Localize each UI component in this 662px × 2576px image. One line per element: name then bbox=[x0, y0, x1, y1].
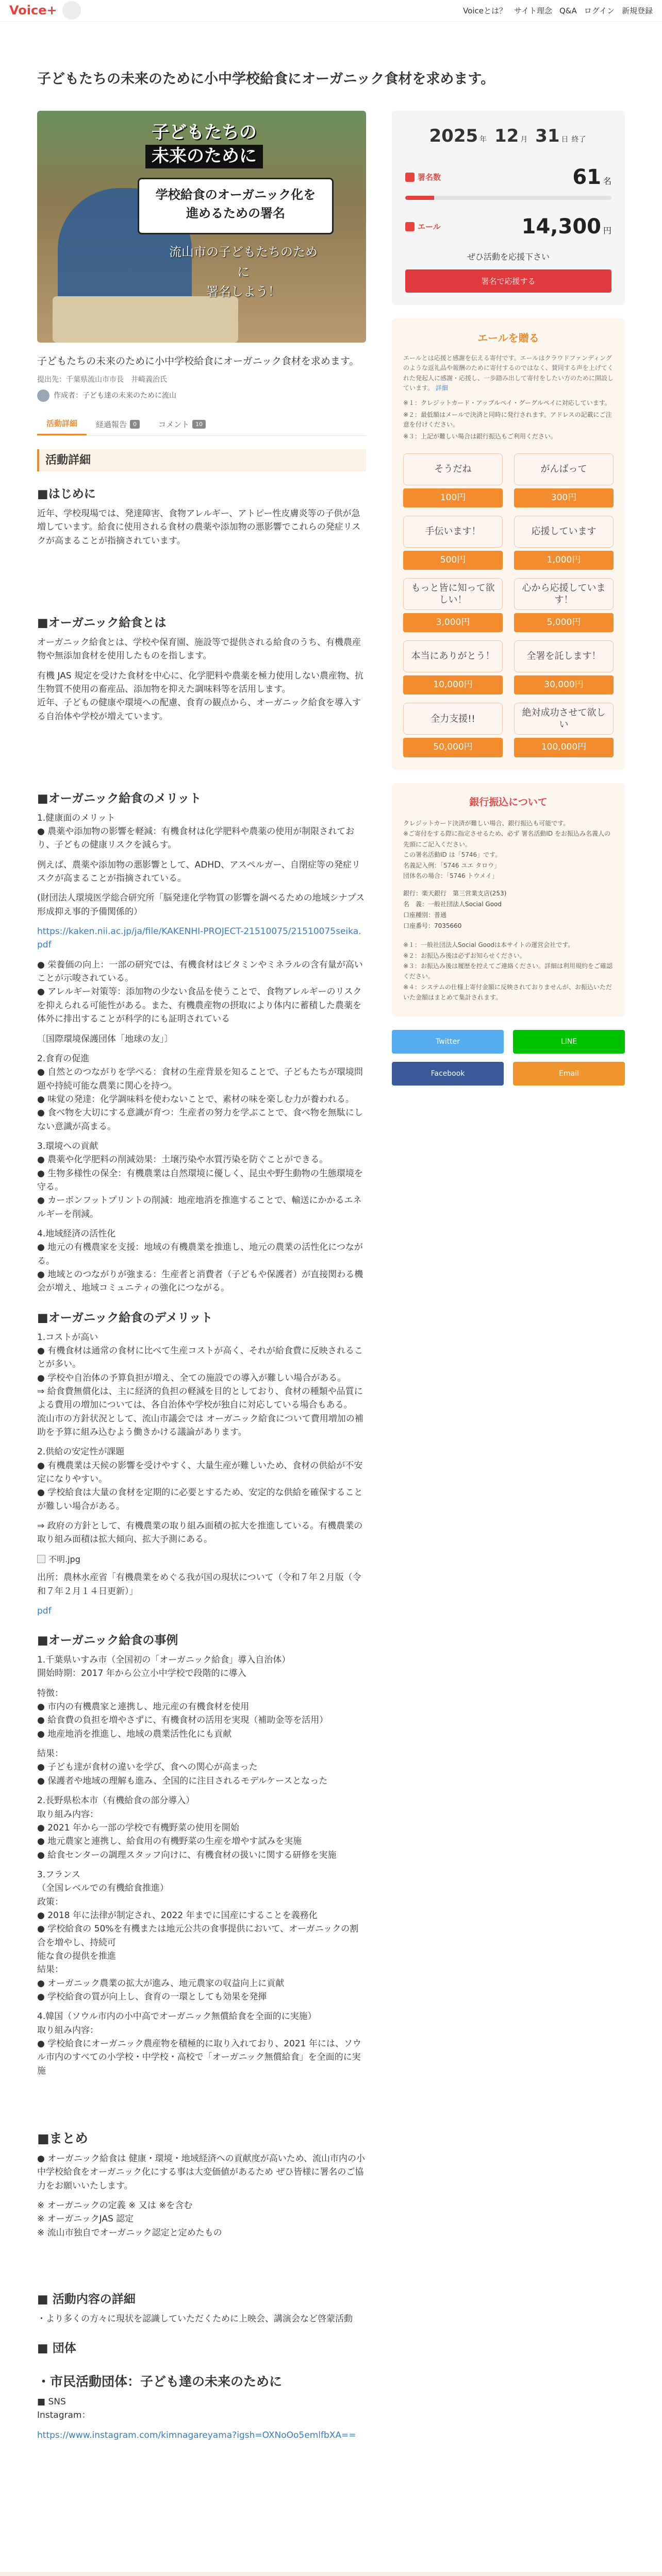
body-paragraph: 出所：農林水産省「有機農業をめぐる我が国の現状について（令和７年２月版（令和７年２月１４日更新）」 bbox=[37, 1572, 361, 1597]
nav-link[interactable]: ログイン bbox=[584, 6, 615, 15]
body-paragraph: ● 栄養価の向上：一部の研究では、有機食材はビタミンやミネラルの含有量が高いことが示唆されている。 ● アレルギー対策等：添加物の少ない食品を使うことで、食物アレルギーのリスクを抑えられる可能性がある。また、有機農産物の摂取により体内に蓄積した農薬を体外に排出することが科学的にも証明されている bbox=[37, 959, 363, 1025]
site-footer bbox=[0, 2572, 662, 2576]
signers-unit: 名 bbox=[603, 176, 611, 186]
nav-link[interactable]: 新規登録 bbox=[621, 6, 653, 15]
body-paragraph: 2.長野県松本市（有機給食の部分導入） 取り組み内容： ● 2021 年から一部の学校で有機野菜の使用を開始 ● 地元農家と連携し、給食用の有機野菜の生産を増やす試みを実施 ● 給食センターの調理スタッフ向けに、有機食材の扱いに関する研修を実施 bbox=[37, 1795, 337, 1860]
body-link[interactable]: https://www.instagram.com/kimnagareyama?igsh=OXNoOo5emlfbXA== bbox=[37, 2430, 356, 2441]
broken-image bbox=[37, 1553, 366, 1566]
cheer-option[interactable] bbox=[514, 640, 614, 694]
cheer-intro bbox=[403, 353, 614, 393]
cheer-message[interactable]: 本当にありがとう！ bbox=[403, 640, 503, 672]
body-paragraph: ■ SNS Instagram： bbox=[37, 2397, 91, 2421]
cheer-amount-button[interactable]: 3,000円 bbox=[403, 613, 503, 632]
search-icon[interactable] bbox=[62, 1, 81, 20]
body-paragraph: 2.供給の安定性が課題 ● 有機農業は天候の影響を受けやすく、大量生産が難しいため、食材の供給が不安定になりやすい。 ● 学校給食は大量の食材を定期的に必要とするため、安定的な供給を確保することが難しい場合がある。 bbox=[37, 1447, 363, 1512]
spacer bbox=[37, 730, 366, 776]
cheer-option[interactable] bbox=[514, 703, 614, 757]
tab-0[interactable] bbox=[37, 413, 87, 435]
body-heading: ■ 団体 bbox=[37, 2342, 76, 2355]
cheer-option[interactable] bbox=[514, 578, 614, 632]
cheer-option[interactable] bbox=[403, 453, 503, 507]
avatar bbox=[37, 389, 49, 402]
cheer-message[interactable]: 全署を託します！ bbox=[514, 640, 614, 672]
petition-subtitle: 子どもたちの未来のために小中学校給食にオーガニック食材を求めます。 bbox=[37, 355, 359, 367]
bank-notes: ※１：一般社団法人Social Goodは本サイトの運営会社です。 ※２：お振込み後は必ずお知らせください。 ※３：お振込み後は履歴を控えてご連絡ください。詳細は利用規約をご確認ください。 ※４：システムの仕様上寄付金額に反映されておりませんが、お振込いただいた金額はまとめて集計されます。 bbox=[403, 941, 613, 1002]
cheer-message[interactable]: 全力支援!! bbox=[403, 703, 503, 735]
end-year-unit: 年 bbox=[479, 135, 487, 144]
end-month: 12 bbox=[494, 126, 519, 147]
yell-label: エール bbox=[418, 222, 441, 231]
pdf-link[interactable]: pdf bbox=[37, 1605, 52, 1616]
page-title: 子どもたちの未来のために小中学校給食にオーガニック食材を求めます。 bbox=[37, 71, 495, 87]
nav-link[interactable]: Q&A bbox=[559, 6, 577, 15]
image-alt: 不明.jpg bbox=[48, 1554, 80, 1564]
end-year: 2025 bbox=[429, 126, 478, 147]
header-nav bbox=[463, 5, 653, 17]
body-heading: ■オーガニック給食のメリット bbox=[37, 791, 202, 805]
cheer-message[interactable]: 応援しています bbox=[514, 516, 614, 548]
nav-link[interactable]: サイト理念 bbox=[514, 6, 552, 15]
spacer bbox=[37, 554, 366, 600]
hero-image bbox=[37, 111, 366, 343]
tab-bar bbox=[37, 413, 366, 436]
body-paragraph: ⇒ 政府の方針として、有機農業の取り組み面積の拡大を推進している。有機農業の取り組み面積は拡大傾向、拡大予測にある。 bbox=[37, 1520, 363, 1545]
bank-heading: 銀行振込について bbox=[469, 796, 548, 808]
cheer-option[interactable] bbox=[403, 703, 503, 757]
cheer-option[interactable] bbox=[403, 516, 503, 570]
end-date bbox=[405, 122, 611, 150]
body-paragraph: 4.地域経済の活性化 ● 地元の有機農家を支援：地域の有機農業を推進し、地元の農業の活性化につながる。 ● 地域とのつながりが強まる：生産者と消費者（子どもや保護者）が直接関わる機会が増え、地域コミュニティの強化につながる。 bbox=[37, 1228, 363, 1294]
cheer-amount-button[interactable]: 100,000円 bbox=[514, 738, 614, 757]
cheer-card bbox=[392, 318, 625, 769]
cheer-options bbox=[403, 453, 614, 757]
body-heading: ■オーガニック給食とは bbox=[37, 616, 167, 630]
cheer-amount-button[interactable]: 30,000円 bbox=[514, 675, 614, 694]
cheer-amount-button[interactable]: 1,000円 bbox=[514, 551, 614, 570]
body-paragraph: 〔国際環境保護団体「地球の友」〕 bbox=[37, 1033, 173, 1044]
body-paragraph: 1.コストが高い ● 有機食材は通常の食材に比べて生産コストが高く、それが給食費に反映されることが多い。 ● 学校や自治体の予算負担が増え、全ての施設での導入が難しい場合がある。 ⇒ 給食費無償化は、主に経済的負担の軽減を目的としており、食材の種類や品質による費用の増加については、各自治体や学校が独自に対応している場合もある。 流山市の方針状況として、流山市議会では オーガニック給食について費用増加の補助を予算に組み込むよう働きかける議論があります。 bbox=[37, 1332, 363, 1437]
bank-transfer-card bbox=[392, 783, 625, 1016]
cheer-message[interactable]: もっと皆に知って欲しい！ bbox=[403, 578, 503, 610]
share-twitter-button[interactable]: Twitter bbox=[392, 1030, 504, 1054]
yell-unit: 円 bbox=[603, 225, 611, 235]
cheer-note: ※１：クレジットカード・アップルペイ・グーグルペイに対応しています。 bbox=[403, 399, 611, 406]
signers-label: 署名数 bbox=[418, 172, 441, 182]
body-paragraph: オーガニック給食とは、学校や保育園、施設等で提供される給食のうち、有機農産物や無添加食材を使用したものを指します。 bbox=[37, 637, 361, 662]
body-paragraph: 結果： ● 子ども達が食材の違いを学び、食への関心が高まった ● 保護者や地域の理解も進み、全国的に注目されるモデルケースとなった bbox=[37, 1749, 328, 1786]
share-email-button[interactable]: Email bbox=[513, 1062, 625, 1086]
hero-sub-text: 流山市の子どもたちのために 署名しよう！ bbox=[169, 245, 318, 299]
body-paragraph: 4.韓国（ソウル市内の小中高でオーガニック無償給食を全面的に実施） 取り組み内容： ● 学校給食にオーガニック農産物を積極的に取り入れており、2021 年には、ソウル市内のすべての小学校・中学校・高校で「オーガニック無償給食」を全面的に実施 bbox=[37, 2011, 361, 2076]
body-paragraph: 3.環境への貢献 ● 農薬や化学肥料の削減効果：土壌汚染や水質汚染を防ぐことができる。 ● 生物多様性の保全：有機農業は自然環境に優しく、昆虫や野生動物の生態環境を守る。 ● カーボンフットプリントの削減：地産地消を推進することで、輸送にかかるエネルギーを削減。 bbox=[37, 1141, 363, 1219]
body-heading: ■オーガニック給食の事例 bbox=[37, 1634, 178, 1648]
body-heading: ■オーガニック給食のデメリット bbox=[37, 1311, 213, 1325]
cheer-amount-button[interactable]: 500円 bbox=[403, 551, 503, 570]
cheer-note: ※２：最低額はメールで決済と同時に発行されます。アドレスの記載にご注意を付けください。 bbox=[403, 411, 612, 429]
cheer-message[interactable]: 手伝います！ bbox=[403, 516, 503, 548]
cheer-amount-button[interactable]: 100円 bbox=[403, 488, 503, 507]
end-month-unit: 月 bbox=[520, 135, 528, 144]
body-heading: ・市民活動団体：子ども達の未来のために bbox=[37, 2374, 283, 2389]
end-day: 31 bbox=[535, 126, 560, 147]
author-row[interactable] bbox=[37, 389, 366, 402]
cheer-message[interactable]: そうだね bbox=[403, 453, 503, 485]
body-paragraph: 3.フランス （全国レベルでの有機給食推進） 政策： ● 2018 年に法律が制定され、2022 年までに国産にすることを義務化 ● 学校給食の 50%を有機または地元公共の食事提供において、オーガニックの割合を増やし、持続可 能な食の提供を推進 結果： ● オーガニック農業の拡大が進み、地元農家の収益向上に貢献 ● 学校給食の質が向上し、食育の一環としても効果を発揮 bbox=[37, 1869, 359, 2002]
body-paragraph: 2.食育の促進 ● 自然とのつながりを学べる：食材の生産背景を知ることで、子どもたちが環境問題や持続可能な農業に関心を持つ。 ● 味覚の発達：化学調味料を使わないことで、素材の味を楽しむ力が養われる。 ● 食べ物を大切にする意識が育つ：生産者の努力を学ぶことで、食べ物を無駄にしない意識が高まる。 bbox=[37, 1053, 363, 1132]
body-heading: ■まとめ bbox=[37, 2131, 88, 2146]
cheer-detail-link[interactable]: 詳細 bbox=[435, 384, 448, 392]
petition-recipient bbox=[37, 374, 366, 385]
cheer-intro-text: エールとは応援と感謝を伝える寄付です。エールはクラウドファンディングのような返礼品や報酬のために寄付するのではなく、賛同する声を上げてくれた発起人に感謝・応援し、一歩踏み出して寄付をしたい方のために開設しています。 bbox=[403, 354, 614, 392]
sidebar bbox=[392, 111, 625, 1086]
tab-count-badge: 10 bbox=[192, 420, 206, 429]
hero-box-text: 学校給食のオーガニック化を 進めるための署名 bbox=[138, 178, 334, 234]
site-header bbox=[0, 0, 662, 22]
tab-count-badge: 0 bbox=[130, 420, 140, 429]
body-paragraph: ※ オーガニックの定義 ※ 又は ※を含む ※ オーガニックJAS 認定 ※ 流山市独自でオーガニック認定と定めたもの bbox=[37, 2200, 222, 2238]
body-paragraph: 有機 JAS 規定を受けた食材を中心に、化学肥料や農薬を極力使用しない農産物、抗生物質不使用の畜産品、添加物を抑えた調味料等を活用します。 近年、子どもの健康や環境への配慮、食育の観点から、オーガニック給食を導入する自治体や学校が増えています。 bbox=[37, 670, 363, 722]
body-link[interactable]: https://kaken.nii.ac.jp/ja/file/KAKENHI-PROJECT-21510075/21510075seika.pdf bbox=[37, 926, 361, 951]
tab-label: コメント bbox=[158, 419, 190, 429]
end-day-unit: 日 bbox=[561, 135, 569, 144]
recipient-text: 提出先：千葉県流山市市長 井崎義治氏 bbox=[37, 375, 167, 384]
cheer-amount-button[interactable]: 10,000円 bbox=[403, 675, 503, 694]
cheer-message[interactable]: 心から応援しています！ bbox=[514, 578, 614, 610]
tab-label: 経過報告 bbox=[96, 419, 127, 429]
hero-line1: 子どもたちの bbox=[152, 122, 257, 143]
cheer-message[interactable]: がんばって bbox=[514, 453, 614, 485]
spacer bbox=[37, 2084, 366, 2115]
cheer-amount-button[interactable]: 50,000円 bbox=[403, 738, 503, 757]
author-name[interactable]: 作成者：子ども達の未来のために流山 bbox=[54, 391, 176, 400]
logo-text[interactable]: Voice+ bbox=[9, 3, 57, 18]
yell-stat bbox=[405, 210, 611, 243]
section-heading: 活動詳細 bbox=[37, 449, 366, 471]
hero-heading bbox=[145, 121, 263, 168]
cheer-option[interactable] bbox=[403, 640, 503, 694]
body-paragraph: (財団法人環境医学総合研究所「脳発達化学物質の影響を調べるための地域シナプス 形成抑え事的予備関係的） bbox=[37, 893, 365, 917]
cheer-amount-button[interactable]: 300円 bbox=[514, 488, 614, 507]
signature-icon bbox=[405, 173, 415, 182]
share-facebook-button[interactable]: Facebook bbox=[392, 1062, 504, 1086]
signers-stat bbox=[405, 161, 611, 194]
support-note: ぜひ活動を応援下さい bbox=[467, 251, 550, 262]
hero-line2: 未来のために bbox=[145, 145, 263, 168]
signers-count: 61 bbox=[572, 165, 601, 189]
broken-image-icon bbox=[37, 1555, 45, 1563]
sign-button[interactable]: 署名で応援する bbox=[405, 269, 611, 293]
bank-text: クレジットカード決済が難しい場合、銀行振込も可能です。 ※ご寄付をする際に指定させるため、必ず 署名活動ID をお振込み名義人の先頭にご記入ください。 この署名活動ID は「5746」です。 名義記入例：「5746 ユエ タロウ」 団体名の場合：「5746 トウメイ」 bbox=[403, 819, 610, 879]
body-paragraph: 1.千葉県いすみ市（全国初の「オーガニック給食」導入自治体） 開始時期：2017 年から公立小中学校で段階的に導入 bbox=[37, 1655, 291, 1679]
yell-icon bbox=[405, 222, 415, 231]
share-buttons bbox=[392, 1030, 625, 1086]
status-card bbox=[392, 111, 625, 305]
site-logo[interactable] bbox=[9, 1, 81, 20]
cheer-option[interactable] bbox=[403, 578, 503, 632]
tab-2[interactable] bbox=[149, 413, 215, 435]
body-paragraph: 特徴： ● 市内の有機農家と連携し、地元産の有機食材を使用 ● 給食費の負担を増やさずに、有機食材の活用を実現（補助金等を活用） ● 地産地消を推進し、地域の農業活性化にも貢献 bbox=[37, 1688, 328, 1739]
cheer-heading: エールを贈る bbox=[477, 332, 539, 345]
bank-info: 銀行：楽天銀行 第三営業支店(253) 名 義：一般社団法人Social Good 口座種別：普通 口座番号：7035660 bbox=[403, 890, 507, 930]
cheer-note: ※３：上記が難しい場合は銀行振込もご利用ください。 bbox=[403, 433, 557, 440]
cheer-option[interactable] bbox=[514, 516, 614, 570]
body-paragraph: 1.健康面のメリット ● 農薬や添加物の影響を軽減：有機食材は化学肥料や農薬の使用が制限されており、子どもの健康リスクを減らす。 bbox=[37, 812, 355, 851]
body-paragraph: 例えば、農薬や添加物の悪影響として、ADHD、アスペルガー、自閉症等の発症リスクが高まることが指摘されている。 bbox=[37, 859, 360, 884]
cheer-message[interactable]: 絶対成功させて欲しい bbox=[514, 703, 614, 735]
main-column bbox=[37, 111, 366, 2448]
signers-progress-bar bbox=[405, 196, 611, 200]
body-paragraph: ・より多くの方々に現状を認識していただくために上映会、講演会など啓蒙活動 bbox=[37, 2313, 353, 2324]
cheer-notes bbox=[403, 398, 614, 442]
share-line-button[interactable]: LINE bbox=[513, 1030, 625, 1054]
cheer-option[interactable] bbox=[514, 453, 614, 507]
body-heading: ■ 活動内容の詳細 bbox=[37, 2293, 136, 2307]
nav-link[interactable]: Voiceとは？ bbox=[463, 6, 507, 15]
end-suffix: 終了 bbox=[571, 135, 586, 144]
tab-1[interactable] bbox=[87, 413, 149, 435]
yell-amount: 14,300 bbox=[521, 214, 601, 239]
body-paragraph: 近年、学校現場では、発達障害、食物アレルギー、アトピー性皮膚炎等の子供が急増しています。給食に使用される食材の農薬や添加物の悪影響でこれらの発症リスクが高まることが指摘されています。 bbox=[37, 509, 361, 546]
petition-body bbox=[37, 485, 366, 2442]
hero-lunch-tray bbox=[53, 296, 238, 343]
tab-label: 活動詳細 bbox=[46, 419, 78, 429]
cheer-amount-button[interactable]: 5,000円 bbox=[514, 613, 614, 632]
body-paragraph: ● オーガニック給食は 健康・環境・地域経済への貢献度が高いため、流山市内の小中学校給食をオーガニック化にする事は大変価値があるため ぜひ皆様に署名のご協力をお願いいたします。 bbox=[37, 2154, 365, 2191]
body-heading: ■はじめに bbox=[37, 487, 96, 501]
spacer bbox=[37, 2246, 366, 2277]
